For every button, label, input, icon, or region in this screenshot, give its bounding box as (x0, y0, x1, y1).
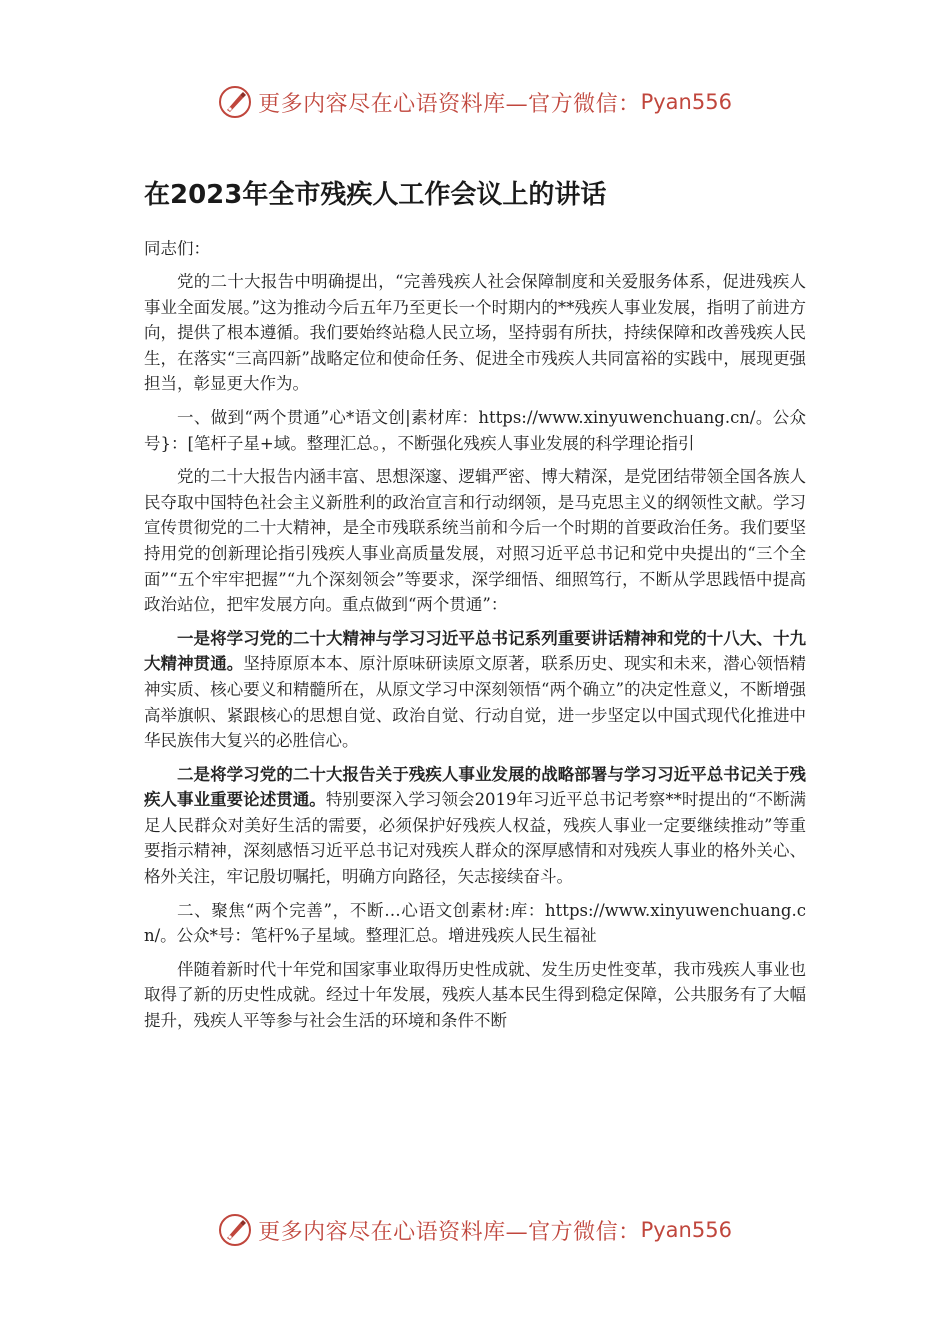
pen-nib-logo-icon (218, 1213, 252, 1247)
paragraph: 伴随着新时代十年党和国家事业取得历史性成就、发生历史性变革，我市残疾人事业也取得了新的历史性成就。经过十年发展，残疾人基本民生得到稳定保障，公共服务有了大幅提升，残疾人平等参与社会生活的环境和条件不断 (144, 959, 806, 1031)
section-heading: 一、做到“两个贯通”心*语文创|素材库：https://www.xinyuwenchuang.cn/。公众号}：[笔杆子星+域。整理汇总。，不断强化残疾人事业发展的科学理论指引 (144, 407, 806, 453)
document-body (144, 176, 806, 1042)
watermark-contact: Pyan556 (640, 90, 732, 114)
watermark-banner-bottom (0, 1210, 950, 1250)
watermark-text: 更多内容尽在心语资料库—官方微信： (258, 91, 641, 117)
watermark-banner-top (0, 82, 950, 122)
paragraph-lead: 二是将学习党的二十大报告关于残疾人事业发展的战略部署与学习习近平总书记关于残疾人事业重要论述贯通。 (144, 764, 806, 810)
pen-nib-logo-icon (218, 85, 252, 119)
watermark-contact: Pyan556 (640, 1218, 732, 1242)
paragraph-body: 特别要深入学习领会2019年习近平总书记考察**时提出的“不断满足人民群众对美好生活的需要，必须保护好残疾人权益，残疾人事业一定要继续推动”等重要指示精神，深刻感悟习近平总书记对残疾人群众的深厚感情和对残疾人事业的格外关心、格外关注，牢记殷切嘱托，明确方向路径，矢志接续奋斗。 (144, 790, 806, 887)
paragraph-body: 坚持原原本本、原汁原味研读原文原著，联系历史、现实和未来，潜心领悟精神实质、核心要义和精髓所在，从原文学习中深刻领悟“两个确立”的决定性意义，不断增强高举旗帜、紧跟核心的思想自觉、政治自觉、行动自觉，进一步坚定以中国式现代化推进中华民族伟大复兴的必胜信心。 (144, 654, 807, 751)
paragraph: 党的二十大报告中明确提出，“完善残疾人社会保障制度和关爱服务体系，促进残疾人事业全面发展。”这为推动今后五年乃至更长一个时期内的**残疾人事业发展，指明了前进方向，提供了根本遵循。我们要始终站稳人民立场，坚持弱有所扶，持续保障和改善残疾人民生，在落实“三高四新”战略定位和使命任务、促进全市残疾人共同富裕的实践中，展现更强担当，彰显更大作为。 (144, 272, 806, 394)
document-title: 在2023年全市残疾人工作会议上的讲话 (144, 180, 607, 210)
section-heading: 二、聚焦“两个完善”，不断…心语文创素材:库：https://www.xinyuwenchuang.cn/。公众*号：笔杆%子星域。整理汇总。增进残疾人民生福祉 (144, 900, 806, 946)
paragraph (144, 626, 806, 754)
paragraph-lead: 一是将学习党的二十大精神与学习习近平总书记系列重要讲话精神和党的十八大、十九大精神贯通。 (144, 628, 806, 674)
watermark-text: 更多内容尽在心语资料库—官方微信： (258, 1219, 641, 1245)
paragraph: 党的二十大报告内涵丰富、思想深邃、逻辑严密、博大精深，是党团结带领全国各族人民夺取中国特色社会主义新胜利的政治宣言和行动纲领，是马克思主义的纲领性文献。学习宣传贯彻党的二十大精神，是全市残联系统当前和今后一个时期的首要政治任务。我们要坚持用党的创新理论指引残疾人事业高质量发展，对照习近平总书记和党中央提出的“三个全面”“五个牢牢把握”“九个深刻领会”等要求，深学细悟、细照笃行，不断从学思践悟中提高政治站位，把牢发展方向。重点做到“两个贯通”： (144, 467, 806, 615)
paragraph (144, 762, 806, 890)
salutation: 同志们： (144, 239, 210, 258)
